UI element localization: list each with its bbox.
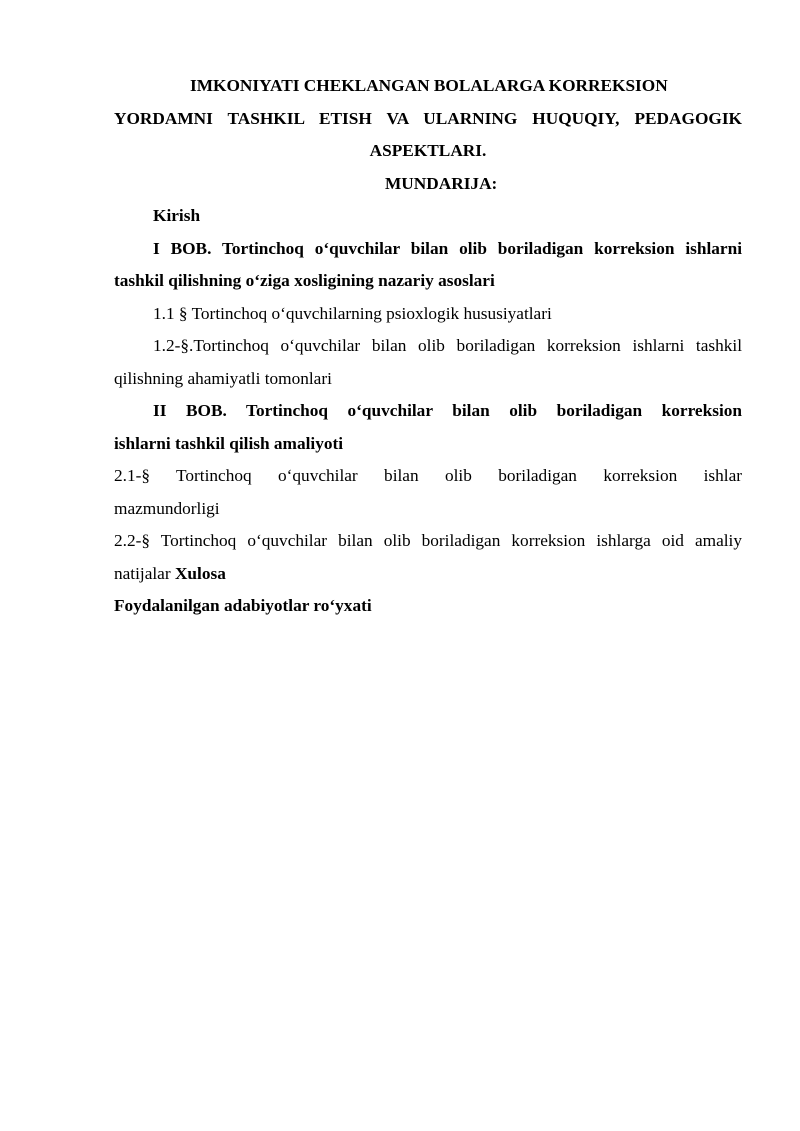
toc-chapter-2-line-2: ishlarni tashkil qilish amaliyoti	[114, 433, 344, 453]
title-line-1: IMKONIYATI CHEKLANGAN BOLALARGA KORREKSION	[190, 76, 668, 95]
toc-section-2-2-line-1: 2.2-§ Tortinchoq o‘quvchilar bilan olib boriladigan korreksion ishlarga oid amaliy	[114, 531, 742, 550]
toc-chapter-1-line-1: I BOB. Tortinchoq o‘quvchilar bilan olib boriladigan korreksion ishlarni	[153, 238, 742, 258]
toc-item-intro: Kirish	[153, 206, 201, 225]
document-page	[114, 70, 742, 623]
title-line-2: YORDAMNI TASHKIL ETISH VA ULARNING HUQUQIY, PEDAGOGIK	[114, 108, 742, 128]
toc-heading: MUNDARIJA:	[385, 173, 498, 193]
toc-item-conclusion: Xulosa	[174, 563, 226, 583]
title-line-3: ASPEKTLARI.	[369, 141, 487, 160]
toc-section-1-2-line-2: qilishning ahamiyatli tomonlari	[114, 368, 332, 388]
toc-item-references: Foydalanilgan adabiyotlar ro‘yxati	[114, 596, 372, 615]
toc-section-1-1: 1.1 § Tortinchoq o‘quvchilarning psioxlogik hususiyatlari	[153, 303, 552, 323]
toc-section-2-2-line-2	[114, 558, 742, 591]
toc-section-2-2-line-2-text: natijalar	[114, 563, 171, 583]
toc-chapter-2-line-1: II BOB. Tortinchoq o‘quvchilar bilan olib boriladigan korreksion	[153, 401, 742, 420]
toc-section-1-2-line-1: 1.2-§.Tortinchoq o‘quvchilar bilan olib boriladigan korreksion ishlarni tashkil	[153, 336, 742, 355]
toc-section-2-1-line-1: 2.1-§ Tortinchoq o‘quvchilar bilan olib boriladigan korreksion ishlar	[114, 466, 742, 485]
toc-section-2-1-line-2: mazmundorligi	[114, 498, 220, 518]
toc-chapter-1-line-2: tashkil qilishning o‘ziga xosligining nazariy asoslari	[114, 271, 495, 290]
